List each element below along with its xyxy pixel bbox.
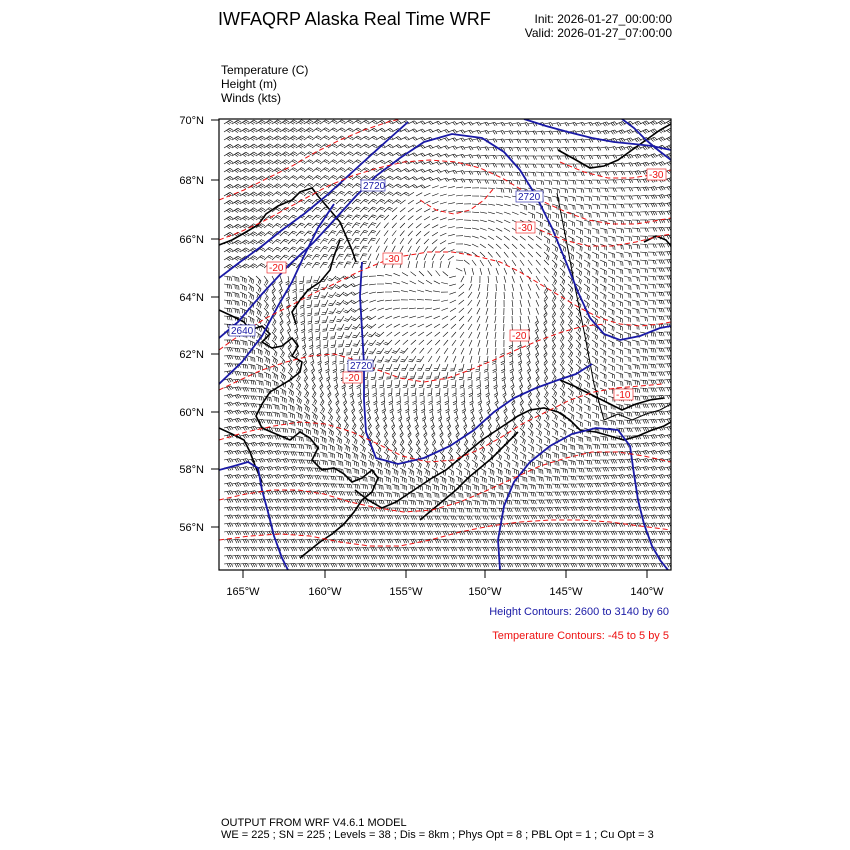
- height-label: 2720: [518, 192, 541, 203]
- latitude-axis: [211, 120, 219, 527]
- variable-height: Height (m): [221, 77, 278, 91]
- lat-label: 60°N: [179, 407, 204, 419]
- lat-label: 70°N: [179, 115, 204, 127]
- variable-winds: Winds (kts): [221, 91, 281, 105]
- lat-label: 56°N: [179, 522, 204, 534]
- temperature-label: -10: [616, 390, 631, 401]
- lon-label: 145°W: [549, 586, 583, 598]
- lon-label: 155°W: [389, 586, 423, 598]
- temperature-label: -20: [269, 263, 284, 274]
- lon-label: 140°W: [630, 586, 664, 598]
- init-time: Init: 2026-01-27_00:00:00: [534, 12, 672, 26]
- variable-temperature: Temperature (C): [221, 63, 309, 77]
- height-label: 2640: [231, 326, 254, 337]
- height-contour-legend: Height Contours: 2600 to 3140 by 60: [489, 606, 669, 618]
- coastlines: [219, 124, 671, 558]
- wind-barbs: [224, 120, 673, 567]
- height-label: 2720: [363, 181, 386, 192]
- model-info-line2: WE = 225 ; SN = 225 ; Levels = 38 ; Dis = 8km ; Phys Opt = 8 ; PBL Opt = 1 ; Cu Opt = 3: [221, 829, 654, 841]
- temperature-label: -30: [518, 223, 533, 234]
- lat-label: 64°N: [179, 292, 204, 304]
- model-info-line1: OUTPUT FROM WRF V4.6.1 MODEL: [221, 817, 407, 829]
- valid-time: Valid: 2026-01-27_07:00:00: [524, 26, 672, 40]
- lat-label: 58°N: [179, 464, 204, 476]
- lat-label: 62°N: [179, 349, 204, 361]
- temperature-contour-legend: Temperature Contours: -45 to 5 by 5: [492, 630, 669, 642]
- lat-label: 68°N: [179, 175, 204, 187]
- lon-label: 160°W: [308, 586, 342, 598]
- temperature-label: -30: [649, 170, 664, 181]
- wind-barb-field: [224, 120, 673, 567]
- lat-label: 66°N: [179, 234, 204, 246]
- temperature-label: -20: [345, 373, 360, 384]
- temperature-label: -30: [385, 254, 400, 265]
- map-title: IWFAQRP Alaska Real Time WRF: [218, 9, 491, 29]
- lon-label: 150°W: [468, 586, 502, 598]
- height-label: 2720: [350, 361, 373, 372]
- longitude-axis: [243, 570, 647, 578]
- temperature-label: -20: [512, 331, 527, 342]
- lon-label: 165°W: [226, 586, 260, 598]
